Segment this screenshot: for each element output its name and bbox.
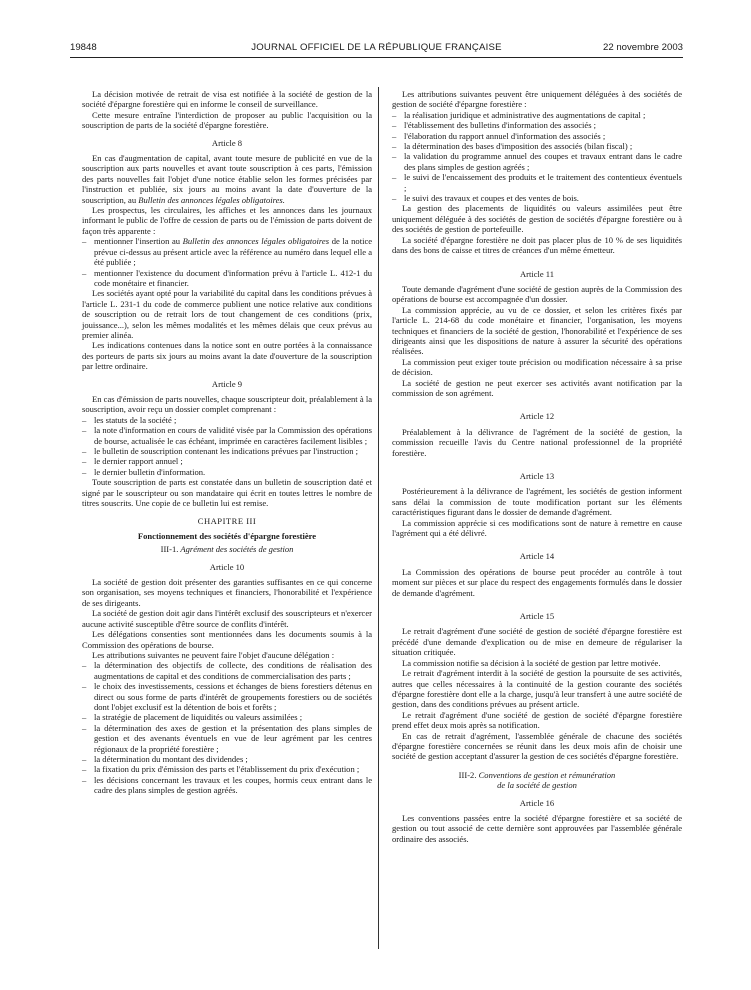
list-item	[392, 110, 682, 120]
dash-bullet: –	[82, 466, 87, 477]
list-text: la note d'information en cours de validité visée par la Commission des opérations de bourse, actualisée le cas échéant, imprimée en caractères facilement lisibles ;	[94, 425, 372, 446]
dash-bullet: –	[392, 120, 397, 131]
paragraph: La gestion des placements de liquidités ou valeurs assimilées peut être uniquement déléguée à des sociétés de gestion de sociétés d'épargne forestière ou à des sociétés de gestion de portefeuille.	[392, 203, 682, 235]
dash-bullet: –	[82, 712, 87, 723]
section-heading	[392, 770, 682, 791]
dash-bullet: –	[392, 109, 397, 120]
dash-bullet: –	[82, 456, 87, 467]
emphasis-text: Bulletin des annonces légales obligatoires	[182, 236, 330, 247]
dash-bullet: –	[82, 681, 87, 692]
paragraph: Toute souscription de parts est constatée dans un bulletin de souscription daté et signé par le souscripteur ou son mandataire qui écrit en toutes lettres le nombre de titres souscrits. Une copie de ce bulletin lui est remise.	[82, 477, 372, 509]
list-text: les décisions concernant les travaux et les coupes, hormis ceux entrant dans le cadre des plans simples de gestion agréés.	[94, 774, 372, 796]
list-text: le bulletin de souscription contenant les indications prévues par l'instruction ;	[94, 446, 359, 456]
article-heading: Article 8	[211, 137, 243, 148]
spacer	[392, 398, 682, 404]
paragraph: La société de gestion doit agir dans l'intérêt exclusif des souscripteurs et n'exercer aucune activité susceptible d'être source de conflits d'intérêt.	[82, 608, 372, 629]
list-item	[82, 415, 372, 425]
list-text: la détermination des objectifs de collecte, des conditions de réalisation des augmentations de capital et des conditions de commercialisation des parts ;	[94, 660, 372, 681]
spacer	[392, 598, 682, 604]
list-text: la réalisation juridique et administrative des augmentations de capital ;	[404, 109, 646, 120]
list-item	[82, 660, 372, 681]
list-item	[82, 754, 372, 764]
article-heading: Article 14	[519, 551, 555, 562]
page-header	[70, 42, 683, 56]
list-item	[82, 723, 372, 754]
dash-bullet: –	[82, 753, 87, 764]
left-column	[82, 89, 372, 796]
paragraph: Le retrait d'agrément d'une société de gestion de société d'épargne forestière est précédé d'une demande d'explication ou de mise en demeure de régulariser la situation critiquée.	[392, 626, 682, 658]
list-text: le suivi de l'encaissement des produits et le traitement des contentieux éventuels ;	[404, 172, 682, 193]
chapter-title: Fonctionnement des sociétés d'épargne forestière	[137, 530, 317, 541]
paragraph: La société de gestion ne peut exercer ses activités avant notification par la commission de son agrément.	[392, 377, 682, 398]
dash-bullet: –	[392, 193, 397, 204]
article-heading: Article 13	[519, 471, 555, 481]
list-text: la détermination des axes de gestion et la présentation des plans simples de gestion et des avenants éventuels en vue de leur agrément par les centres régionaux de la propriété forestière ;	[94, 722, 372, 754]
spacer	[392, 538, 682, 544]
article-heading: Article 9	[211, 378, 243, 389]
list-text: le dernier rapport annuel ;	[94, 456, 183, 467]
list-item	[392, 172, 682, 193]
section-title: Agrément des sociétés de gestion	[180, 544, 294, 555]
dash-bullet: –	[392, 172, 397, 183]
dash-bullet: –	[82, 446, 87, 456]
list-text: le suivi des travaux et coupes et des ventes de bois.	[404, 193, 579, 204]
paragraph: La commission notifie sa décision à la société de gestion par lettre motivée.	[402, 657, 661, 668]
list-text: la détermination du montant des dividendes ;	[94, 753, 248, 764]
paragraph: La société d'épargne forestière ne doit pas placer plus de 10 % de ses liquidités dans des bons de caisse et titres de créances d'un même émetteur.	[392, 234, 682, 256]
list-item	[392, 141, 682, 151]
list-text: l'élaboration du rapport annuel d'information des associés ;	[404, 130, 606, 141]
list-item	[82, 467, 372, 477]
list-item	[392, 120, 682, 130]
article-heading: Article 12	[519, 411, 555, 422]
paragraph: Le retrait d'agrément interdit à la société de gestion la poursuite de ses activités, autres que celles nécessaires à la continuité de la gestion courante des sociétés d'épargne forestière dont elle a la charge, jusqu'à leur transfert à une autre société de gestion, dans des conditions prévues au présent article.	[392, 668, 682, 710]
paragraph: Le retrait d'agrément d'une société de gestion de société d'épargne forestière prend effet deux mois après sa notification.	[392, 709, 682, 731]
paragraph-text: En cas d'augmentation de capital, avant toute mesure de publicité en vue de la souscription aux parts nouvelles et avant toute souscription à ces parts, l'émission des parts nouvelles fait l'objet d'une notice établie selon les formes précisées par l'instruction et publiée, six jours au moins avant la date d'ouverture de la souscription, au	[82, 153, 372, 205]
right-column	[392, 89, 682, 844]
spacer	[392, 762, 682, 768]
paragraph	[82, 153, 372, 205]
paragraph: En cas d'émission de parts nouvelles, chaque souscripteur doit, préalablement à la souscription, avoir reçu un dossier complet comprenant :	[82, 393, 372, 415]
chapter-heading: CHAPITRE III	[197, 516, 257, 527]
paragraph: En cas de retrait d'agrément, l'assemblée générale de chacune des sociétés d'épargne forestière concernées se réunit dans les deux mois afin de choisir une société de gestion acceptant d'assurer la gestion de ces sociétés d'épargne forestière.	[392, 730, 682, 762]
paragraph: Les prospectus, les circulaires, les affiches et les annonces dans les journaux informant le public de l'offre de cession de parts ou de l'émission de parts doivent de façon très apparente :	[82, 205, 372, 236]
journal-title: JOURNAL OFFICIEL DE LA RÉPUBLIQUE FRANÇAISE	[251, 42, 502, 53]
list-text: de la notice prévue ci-dessus au présent article avec la référence au numéro dans lequel elle a été publiée ;	[94, 236, 373, 268]
paragraph: Les indications contenues dans la notice sont en outre portées à la connaissance des porteurs de parts six jours au moins avant la date d'ouverture de la souscription par lettre ordinaire.	[82, 340, 372, 372]
dash-bullet: –	[82, 722, 87, 733]
list-text: la fixation du prix d'émission des parts et l'établissement du prix d'exécution ;	[94, 764, 360, 775]
dash-bullet: –	[82, 425, 87, 436]
paragraph: La commission peut exiger toute précision ou modification nécessaire à sa prise de décision.	[392, 356, 682, 378]
dash-bullet: –	[392, 141, 397, 152]
section-title: de la société de gestion	[497, 780, 577, 791]
section-heading	[82, 544, 372, 554]
list-text: le choix des investissements, cessions et échanges de biens forestiers détenus en direct ou sous forme de parts d'intérêt de groupements forestiers ou de sociétés dont l'objet exclusif est la détention de bois et forêts ;	[94, 681, 372, 712]
paragraph: La commission apprécie si ces modifications sont de nature à remettre en cause l'agrément qui a été délivré.	[392, 517, 682, 539]
emphasis-text: Bulletin des annonces légales obligatoires.	[138, 194, 285, 205]
list-item	[392, 193, 682, 203]
dash-bullet: –	[82, 774, 87, 785]
paragraph: Préalablement à la délivrance de l'agrément de la société de gestion, la commission recueille l'avis du Centre national professionnel de la propriété forestière.	[392, 426, 682, 458]
list-item	[82, 425, 372, 446]
article-heading: Article 15	[519, 611, 555, 622]
list-text: la validation du programme annuel des coupes et travaux entrant dans le cadre des plans simples de gestion agréés ;	[404, 151, 682, 172]
list-item	[392, 151, 682, 172]
dash-bullet: –	[82, 267, 87, 278]
paragraph: Postérieurement à la délivrance de l'agrément, les sociétés de gestion informent sans délai la commission de toute modification portant sur les éléments caractéristiques figurant dans le dossier de demande d'agrément.	[392, 486, 682, 518]
dash-bullet: –	[82, 414, 87, 425]
spacer	[392, 458, 682, 464]
list-item	[82, 764, 372, 774]
paragraph: Toute demande d'agrément d'une société de gestion auprès de la Commission des opérations de bourse est accompagnée d'un dossier.	[392, 283, 682, 305]
list-item	[392, 131, 682, 141]
spacer	[392, 256, 682, 262]
section-number: III-1.	[160, 544, 179, 555]
dash-bullet: –	[82, 660, 87, 671]
list-text: mentionner l'existence du document d'information prévu à l'article L. 412-1 du code monétaire et financier.	[94, 267, 372, 288]
list-item	[82, 712, 372, 722]
dash-bullet: –	[392, 130, 397, 141]
paragraph: Les conventions passées entre la société d'épargne forestière et sa société de gestion ou tout associé de cette dernière sont approuvées par l'assemblée générale ordinaire des associés.	[392, 812, 682, 844]
column-divider	[378, 87, 379, 949]
header-rule	[70, 57, 683, 58]
list-item	[82, 446, 372, 456]
paragraph: Les sociétés ayant opté pour la variabilité du capital dans les conditions prévues à l'article L. 231-1 du code de commerce publient une notice relative aux conditions de souscription ou de retrait lors de tout changement de ces conditions (prix, jouissance...), selon les mêmes modalités et les mêmes délais que ceux prévus au premier alinéa.	[82, 288, 372, 340]
paragraph: La société de gestion doit présenter des garanties suffisantes en ce qui concerne son organisation, ses moyens techniques et financiers, l'honorabilité et l'expérience de ses dirigeants.	[82, 577, 372, 608]
list-item	[82, 236, 372, 267]
paragraph: La décision motivée de retrait de visa est notifiée à la société de gestion de la société d'épargne forestière qui en informe le conseil de surveillance.	[82, 89, 372, 110]
paragraph: Les attributions suivantes peuvent être uniquement déléguées à des sociétés de gestion de société d'épargne forestière :	[392, 89, 682, 110]
list-text: les statuts de la société ;	[94, 414, 177, 425]
paragraph: La Commission des opérations de bourse peut procéder au contrôle à tout moment sur pièces et sur place du respect des engagements formulés dans le dossier de demande d'agrément.	[392, 566, 682, 598]
section-number: III-2.	[458, 769, 477, 780]
list-text: mentionner l'insertion au	[94, 236, 181, 247]
list-text: la stratégie de placement de liquidités ou valeurs assimilées ;	[94, 712, 303, 723]
paragraph: Cette mesure entraîne l'interdiction de proposer au public l'acquisition ou la souscription de parts de la société d'épargne forestière.	[82, 109, 372, 131]
article-heading: Article 10	[209, 561, 245, 572]
list-item	[82, 456, 372, 466]
list-text: le dernier bulletin d'information.	[94, 466, 206, 477]
section-title: Conventions de gestion et rémunération	[478, 769, 616, 780]
article-heading: Article 16	[519, 797, 555, 808]
list-item	[82, 268, 372, 289]
issue-date: 22 novembre 2003	[602, 42, 683, 53]
list-text: l'établissement des bulletins d'information des associés ;	[404, 120, 597, 131]
dash-bullet: –	[82, 764, 87, 775]
list-item	[82, 775, 372, 796]
list-text: la détermination des bases d'imposition des associés (bilan fiscal) ;	[404, 141, 633, 152]
page-number: 19848	[70, 42, 97, 53]
paragraph: La commission apprécie, au vu de ce dossier, et selon les critères fixés par l'article L. 214-68 du code monétaire et financier, l'organisation, les moyens techniques et financiers de la société de gestion, l'honorabilité et l'expérience de ses dirigeants ainsi que les dispositions de nature à assurer la sécurité des opérations réalisées.	[392, 304, 682, 357]
dash-bullet: –	[392, 151, 397, 162]
paragraph: Les délégations consenties sont mentionnées dans les documents soumis à la Commission des opérations de bourse.	[82, 629, 372, 650]
article-heading: Article 11	[519, 268, 555, 279]
paragraph: Les attributions suivantes ne peuvent faire l'objet d'aucune délégation :	[92, 649, 335, 660]
dash-bullet: –	[82, 236, 87, 247]
list-item	[82, 681, 372, 712]
